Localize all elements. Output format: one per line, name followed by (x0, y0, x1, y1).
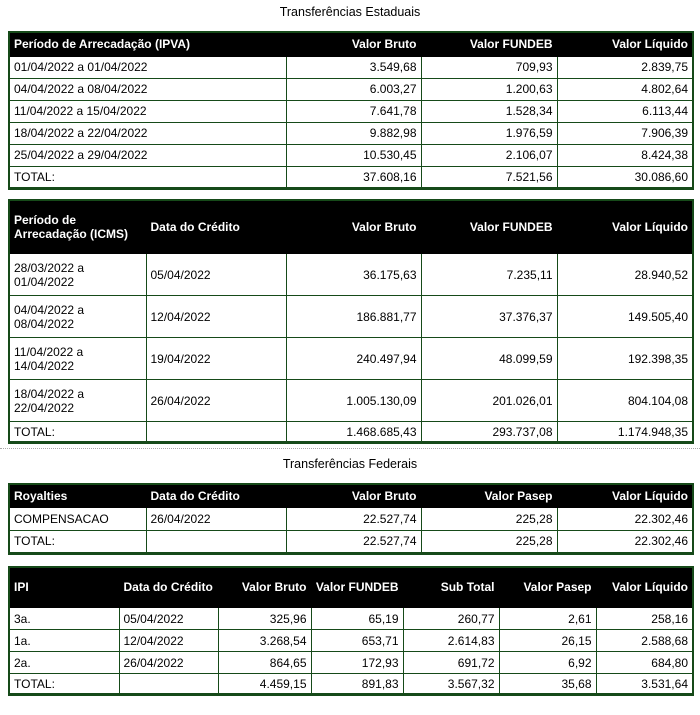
total-value-cell: 22.302,46 (557, 530, 693, 553)
value-cell: 804.104,08 (557, 380, 693, 422)
total-label-cell: TOTAL: (9, 674, 119, 695)
column-header: Data do Crédito (146, 484, 286, 507)
value-cell: 6,92 (499, 652, 596, 674)
table-row (9, 78, 693, 100)
column-header: Valor Bruto (286, 484, 421, 507)
value-cell: 48.099,59 (421, 338, 557, 380)
table-row (9, 100, 693, 122)
total-empty-cell (146, 422, 286, 443)
column-header: Sub Total (403, 567, 499, 608)
value-cell: 1.200,63 (421, 78, 557, 100)
value-cell: 684,80 (596, 652, 693, 674)
total-value-cell: 3.567,32 (403, 674, 499, 695)
value-cell: 325,96 (218, 608, 311, 630)
period-cell: 11/04/2022 a 15/04/2022 (9, 100, 286, 122)
value-cell: 7.235,11 (421, 254, 557, 296)
section-title-estaduais: Transferências Estaduais (279, 5, 421, 19)
period-cell: 01/04/2022 a 01/04/2022 (9, 56, 286, 78)
credit-date-cell: 05/04/2022 (146, 254, 286, 296)
column-header: Período de Arrecadação (ICMS) (9, 200, 146, 254)
total-value-cell: 3.531,64 (596, 674, 693, 695)
icms-table (8, 199, 694, 445)
total-value-cell: 35,68 (499, 674, 596, 695)
value-cell: 201.026,01 (421, 380, 557, 422)
value-cell: 2,61 (499, 608, 596, 630)
table-row (9, 122, 693, 144)
value-cell: 37.376,37 (421, 296, 557, 338)
total-empty-cell (119, 674, 218, 695)
period-cell: 25/04/2022 a 29/04/2022 (9, 144, 286, 166)
total-label-cell: TOTAL: (9, 422, 146, 443)
total-row (9, 166, 693, 188)
period-cell: 04/04/2022 a 08/04/2022 (9, 296, 146, 338)
total-label-cell: TOTAL: (9, 530, 146, 553)
ipi-decennium-cell: 3a. (9, 608, 119, 630)
value-cell: 65,19 (311, 608, 403, 630)
table-row (9, 608, 693, 630)
table-row (9, 652, 693, 674)
value-cell: 8.424,38 (557, 144, 693, 166)
value-cell: 2.614,83 (403, 630, 499, 652)
value-cell: 4.802,64 (557, 78, 693, 100)
value-cell: 186.881,77 (286, 296, 421, 338)
section-title-federais: Transferências Federais (282, 457, 418, 471)
value-cell: 22.527,74 (286, 507, 421, 530)
value-cell: 691,72 (403, 652, 499, 674)
credit-date-cell: 26/04/2022 (119, 652, 218, 674)
column-header: Valor Bruto (286, 200, 421, 254)
value-cell: 258,16 (596, 608, 693, 630)
value-cell: 149.505,40 (557, 296, 693, 338)
total-row (9, 530, 693, 553)
value-cell: 260,77 (403, 608, 499, 630)
column-header: Valor Pasep (499, 567, 596, 608)
column-header: Valor Bruto (218, 567, 311, 608)
total-value-cell: 4.459,15 (218, 674, 311, 695)
column-header: Data do Crédito (119, 567, 218, 608)
total-value-cell: 1.174.948,35 (557, 422, 693, 443)
total-label-cell: TOTAL: (9, 166, 286, 188)
column-header: Valor FUNDEB (311, 567, 403, 608)
value-cell: 26,15 (499, 630, 596, 652)
value-cell: 864,65 (218, 652, 311, 674)
credit-date-cell: 12/04/2022 (119, 630, 218, 652)
ipi-decennium-cell: 1a. (9, 630, 119, 652)
value-cell: 3.268,54 (218, 630, 311, 652)
value-cell: 240.497,94 (286, 338, 421, 380)
value-cell: 172,93 (311, 652, 403, 674)
value-cell: 3.549,68 (286, 56, 421, 78)
value-cell: 28.940,52 (557, 254, 693, 296)
column-header: Valor Pasep (421, 484, 557, 507)
value-cell: 2.588,68 (596, 630, 693, 652)
header-row (9, 484, 693, 507)
ipi-table (8, 566, 694, 697)
credit-date-cell: 19/04/2022 (146, 338, 286, 380)
column-header: Royalties (9, 484, 146, 507)
column-header: Valor Bruto (286, 32, 421, 56)
total-row (9, 674, 693, 695)
royalty-type-cell: COMPENSACAO (9, 507, 146, 530)
column-header: IPI (9, 567, 119, 608)
column-header: Valor Líquido (557, 484, 693, 507)
header-row (9, 567, 693, 608)
table-row (9, 338, 693, 380)
value-cell: 2.106,07 (421, 144, 557, 166)
table-row (9, 630, 693, 652)
credit-date-cell: 05/04/2022 (119, 608, 218, 630)
total-value-cell: 1.468.685,43 (286, 422, 421, 443)
table-row (9, 296, 693, 338)
period-cell: 04/04/2022 a 08/04/2022 (9, 78, 286, 100)
total-value-cell: 225,28 (421, 530, 557, 553)
total-empty-cell (146, 530, 286, 553)
column-header: Valor FUNDEB (421, 32, 557, 56)
period-cell: 18/04/2022 a 22/04/2022 (9, 122, 286, 144)
value-cell: 225,28 (421, 507, 557, 530)
total-row (9, 422, 693, 443)
value-cell: 7.906,39 (557, 122, 693, 144)
value-cell: 192.398,35 (557, 338, 693, 380)
period-cell: 11/04/2022 a 14/04/2022 (9, 338, 146, 380)
value-cell: 709,93 (421, 56, 557, 78)
table-row (9, 254, 693, 296)
column-header: Valor Líquido (596, 567, 693, 608)
total-value-cell: 22.527,74 (286, 530, 421, 553)
value-cell: 22.302,46 (557, 507, 693, 530)
table-row (9, 507, 693, 530)
total-value-cell: 7.521,56 (421, 166, 557, 188)
value-cell: 1.976,59 (421, 122, 557, 144)
value-cell: 9.882,98 (286, 122, 421, 144)
total-value-cell: 37.608,16 (286, 166, 421, 188)
column-header: Período de Arrecadação (IPVA) (9, 32, 286, 56)
column-header: Data do Crédito (146, 200, 286, 254)
value-cell: 653,71 (311, 630, 403, 652)
table-row (9, 380, 693, 422)
section-divider (0, 448, 700, 449)
header-row (9, 200, 693, 254)
value-cell: 1.005.130,09 (286, 380, 421, 422)
period-cell: 28/03/2022 a 01/04/2022 (9, 254, 146, 296)
value-cell: 6.003,27 (286, 78, 421, 100)
total-value-cell: 30.086,60 (557, 166, 693, 188)
column-header: Valor Líquido (557, 200, 693, 254)
value-cell: 1.528,34 (421, 100, 557, 122)
credit-date-cell: 12/04/2022 (146, 296, 286, 338)
royalties-table (8, 483, 694, 555)
value-cell: 7.641,78 (286, 100, 421, 122)
credit-date-cell: 26/04/2022 (146, 507, 286, 530)
value-cell: 6.113,44 (557, 100, 693, 122)
ipva-table (8, 31, 694, 190)
period-cell: 18/04/2022 a 22/04/2022 (9, 380, 146, 422)
column-header: Valor Líquido (557, 32, 693, 56)
total-value-cell: 891,83 (311, 674, 403, 695)
column-header: Valor FUNDEB (421, 200, 557, 254)
total-value-cell: 293.737,08 (421, 422, 557, 443)
header-row (9, 32, 693, 56)
value-cell: 36.175,63 (286, 254, 421, 296)
value-cell: 2.839,75 (557, 56, 693, 78)
credit-date-cell: 26/04/2022 (146, 380, 286, 422)
table-row (9, 56, 693, 78)
table-row (9, 144, 693, 166)
value-cell: 10.530,45 (286, 144, 421, 166)
ipi-decennium-cell: 2a. (9, 652, 119, 674)
